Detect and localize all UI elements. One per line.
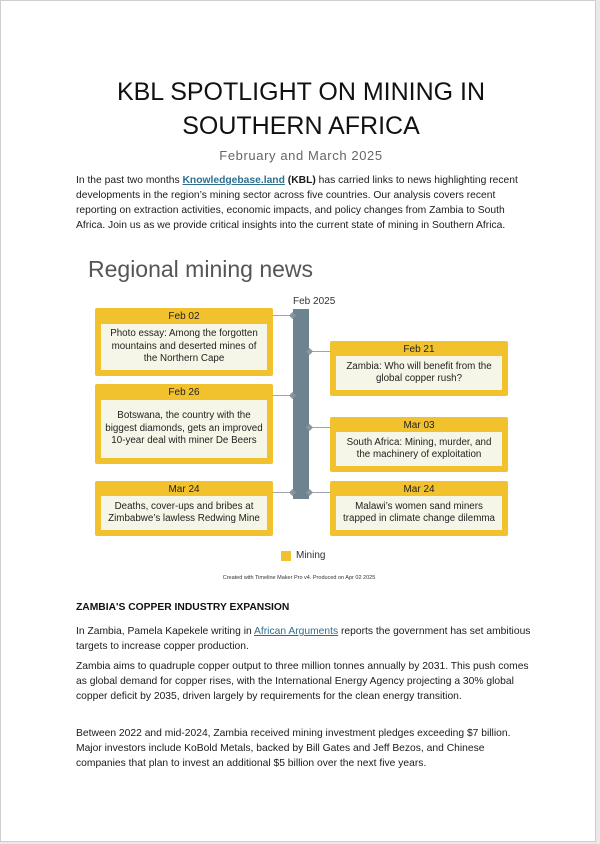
title-line-2: SOUTHERN AFRICA (182, 112, 420, 140)
event-text: Deaths, cover-ups and bribes at Zimbabwe’s lawless Redwing Mine (101, 496, 267, 530)
event-date: Feb 02 (168, 311, 200, 322)
event-date: Feb 26 (168, 387, 200, 398)
event-date: Feb 21 (403, 344, 435, 355)
event-text: Zambia: Who will benefit from the global copper rush? (336, 356, 502, 390)
title-line-1: KBL SPOTLIGHT ON MINING IN (116, 78, 486, 106)
event-card (330, 417, 508, 472)
timeline-axis-bar (293, 309, 309, 499)
event-card (330, 481, 508, 536)
section-paragraph-1: In Zambia, Pamela Kapekele writing in African Arguments reports the government has set ambitious targets to increase copper production. (76, 626, 531, 652)
legend-label: Mining (296, 550, 326, 561)
event-date: Mar 24 (168, 484, 200, 495)
page-title (41, 75, 561, 143)
event-date: Mar 24 (403, 484, 435, 495)
timeline-month-label: Feb 2025 (293, 296, 336, 307)
event-card (330, 341, 508, 396)
event-card (95, 308, 273, 376)
event-card (95, 384, 273, 464)
knowledgebase-link[interactable]: Knowledgebase.land (182, 175, 285, 186)
event-text: Botswana, the country with the biggest diamonds, gets an improved 10-year deal with miner De Beers (101, 400, 267, 458)
page-subtitle: February and March 2025 (219, 148, 383, 163)
event-text: Malawi’s women sand miners trapped in climate change dilemma (336, 496, 502, 530)
timeline-credit: Created with Timeline Maker Pro v4. Produced on Apr 02 2025 (222, 575, 376, 581)
event-text: South Africa: Mining, murder, and the machinery of exploitation (336, 432, 502, 466)
section-paragraph-2: Zambia aims to quadruple copper output to three million tonnes annually by 2031. This push comes as global demand for copper rises, with the International Energy Agency projecting a 30% global copper deficit by 2035, driven largely by requirements for the clean energy transition. (76, 661, 529, 702)
timeline-title: Regional mining news (88, 256, 314, 282)
section-heading: ZAMBIA'S COPPER INDUSTRY EXPANSION (76, 602, 290, 613)
african-arguments-link[interactable]: African Arguments (254, 626, 339, 637)
event-date: Mar 03 (403, 420, 435, 431)
event-card (95, 481, 273, 536)
event-text: Photo essay: Among the forgotten mountains and deserted mines of the Northern Cape (101, 324, 267, 370)
section-paragraph-3: Between 2022 and mid-2024, Zambia received mining investment pledges exceeding $7 billion. Major investors include KoBold Metals, backed by Bill Gates and Jeff Bezos, and Chinese companies that plan to invest an additional $5 billion over the next five years. (76, 728, 511, 769)
legend-swatch (281, 551, 291, 561)
intro-paragraph: In the past two months Knowledgebase.land (KBL) has carried links to news highlighting recent developments in the region’s mining sector across five countries. Our analysis covers recent reporting on extraction activities, economic impacts, and policy changes from Zambia to South Africa. Join us as we provide critical insights into the current state of mining in Southern Africa. (76, 175, 518, 231)
